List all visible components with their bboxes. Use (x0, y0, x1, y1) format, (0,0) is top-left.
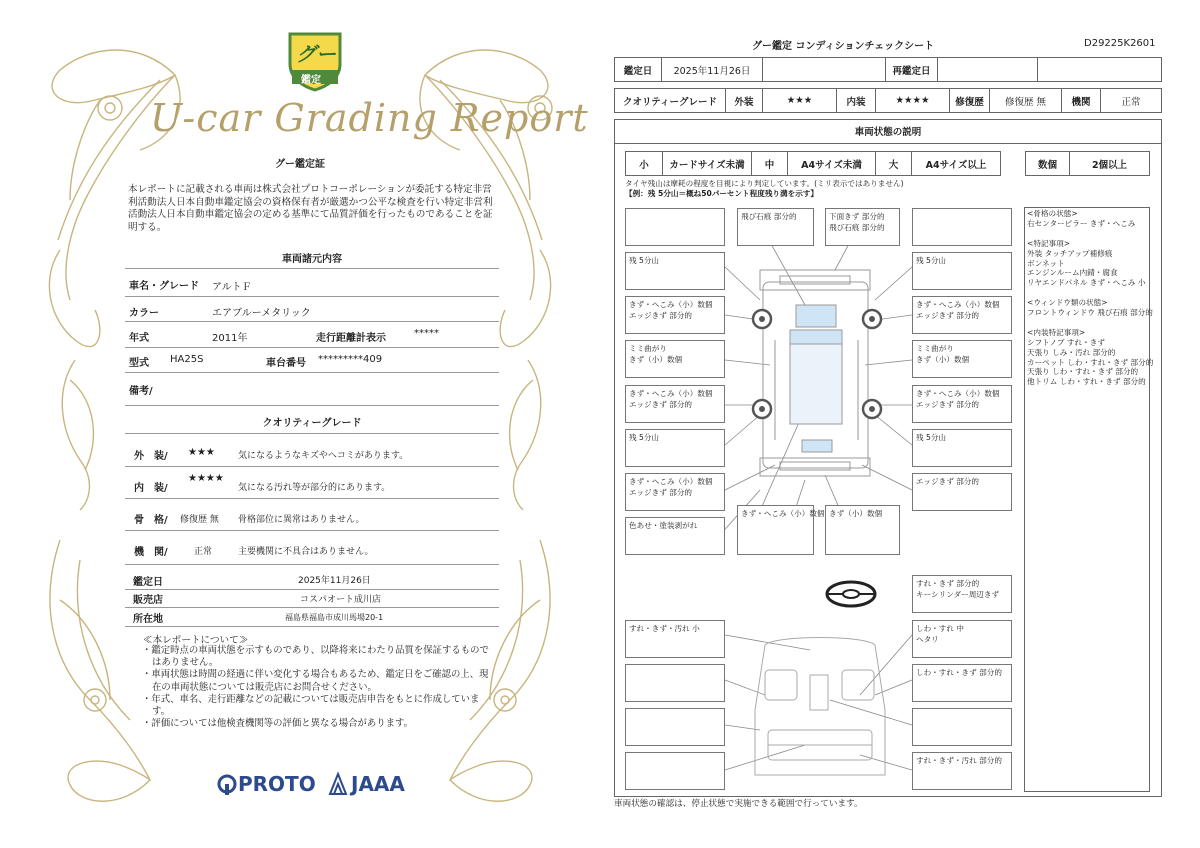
divider (125, 321, 499, 322)
damage-text: エッジきず 部分的 (629, 488, 693, 497)
exterior-box-left-front (625, 296, 725, 334)
reappraisal-label-cell: 再鑑定日 (885, 57, 938, 82)
jaaa-logo-mark (327, 772, 349, 796)
empty-cell (1037, 57, 1162, 82)
interior-label-cell: 内装 (836, 88, 876, 113)
appraisal-date-label: 鑑定日 (133, 577, 163, 588)
quality-engine-label: 機 関/ (134, 547, 168, 558)
side-note-line (1027, 318, 1153, 328)
color-label: カラー (129, 308, 159, 319)
exterior-box-tire-rl: 残 5分山 (625, 429, 725, 467)
exterior-box-front-right (912, 208, 1012, 246)
shop-label: 販売店 (133, 595, 163, 606)
quality-frame-desc: 骨格部位に異常はありません。 (238, 515, 365, 525)
damage-text: 下面きず 部分的 (829, 212, 885, 221)
note-item: ・鑑定時点の車両状態を示すものであり、以降将来にわたり品質を保証するものではありません。 (142, 645, 489, 669)
empty-cell (762, 57, 886, 82)
address-label: 所在地 (133, 614, 163, 625)
exterior-box-left-mid (625, 340, 725, 378)
side-note-line: エンジンルーム内錆・腐食 (1027, 268, 1118, 278)
divider (125, 466, 499, 467)
certificate-body: 本レポートに記載される車両は株式会社プロトコーポレーションが委託する特定非営利活動法人日本自動車鑑定協会の資格保有者が厳選かつ公平な検査を行い特定非営利活動法人日本自動車鑑定協会の定める基準にて品質評価を行ったものであることを証明する。 (128, 184, 493, 233)
side-note-line: <特記事項> (1027, 238, 1071, 248)
exterior-box-right-mid (912, 340, 1012, 378)
remarks-label: 備考/ (129, 386, 153, 397)
count-label: 数個 (1025, 151, 1070, 176)
exterior-box-tire-rr: 残 5分山 (912, 429, 1012, 467)
exterior-box-tire-fl: 残 5分山 (625, 252, 725, 290)
quality-exterior-desc: 気になるようなキズやヘコミがあります。 (238, 451, 409, 461)
side-note-line (1027, 229, 1153, 239)
damage-text: きず（小）数個 (629, 355, 683, 364)
grade-label-cell: クオリティーグレード (614, 88, 726, 113)
interior-box-1-right (912, 620, 1012, 658)
quality-engine-desc: 主要機関に不具合はありません。 (238, 547, 374, 557)
tire-note-example: 【例：残 5分山＝概ね50パーセント程度残り溝を示す】 (625, 189, 818, 198)
side-note-line: リヤエンドパネル きず・へこみ 小 (1027, 278, 1146, 288)
side-note-line: 天張り しわ・すれ・きず 部分的 (1027, 367, 1139, 377)
size-large-label: 大 (875, 151, 912, 176)
size-medium-desc: A4サイズ未満 (787, 151, 876, 176)
damage-text: ミミ曲がり (916, 344, 954, 353)
size-medium-label: 中 (751, 151, 788, 176)
date-label-cell: 鑑定日 (614, 57, 662, 82)
year-label: 年式 (129, 333, 149, 344)
logo-sub-text: 鑑定 (301, 75, 321, 86)
exterior-box-left-rear (625, 385, 725, 423)
exterior-box-front-left (625, 208, 725, 246)
repair-label-cell: 修復歴 (949, 88, 990, 113)
damage-text: しわ・すれ 中 (916, 624, 964, 633)
report-script-title: U-car Grading Report (150, 96, 589, 140)
jaaa-brand-text: JAAA (351, 772, 405, 796)
side-note-line: ボンネット (1027, 258, 1065, 268)
divider (125, 268, 499, 269)
quality-interior-stars: ★★★★ (188, 473, 224, 484)
logo-text: グー (296, 42, 336, 66)
exterior-box-tire-fr: 残 5分山 (912, 252, 1012, 290)
specs-title: 車両諸元内容 (282, 254, 342, 265)
proto-brand-text: PROTO (238, 772, 316, 796)
damage-text: 飛び石痕 部分的 (829, 223, 885, 232)
note-item: ・年式、車名、走行距離などの記載については販売店申告をもとに作成しています。 (142, 693, 480, 718)
odometer-value: ***** (414, 328, 439, 339)
damage-text: エッジきず 部分的 (629, 400, 693, 409)
damage-text: 飛び石痕 部分的 (741, 212, 797, 221)
size-small-label: 小 (625, 151, 663, 176)
interior-box-3-left (625, 708, 725, 746)
exterior-box-hood (737, 208, 814, 246)
interior-box-steering (912, 575, 1012, 613)
reappraisal-value-cell (937, 57, 1038, 82)
interior-box-4-right: すれ・きず・汚れ 部分的 (912, 752, 1012, 790)
car-name-label: 車名・グレード (129, 281, 199, 292)
notes-title: ≪本レポートについて≫ (143, 635, 249, 646)
car-name-value: アルトＦ (212, 282, 252, 293)
divider (125, 530, 499, 531)
side-note-line: シフトノブ すれ・きず (1027, 337, 1105, 347)
damage-text: きず・へこみ（小）数個 (629, 389, 713, 398)
quality-engine-value: 正常 (194, 547, 213, 557)
year-value: 2011年 (212, 333, 248, 344)
exterior-box-right-back: エッジきず 部分的 (912, 473, 1012, 511)
divider (125, 405, 499, 406)
damage-text: エッジきず 部分的 (916, 400, 980, 409)
exterior-box-right-front (912, 296, 1012, 334)
side-note-line: カーペット しわ・すれ・きず 部分的 (1027, 357, 1154, 367)
footer-note: 車両状態の確認は、停止状態で実施できる範囲で行っています。 (614, 799, 863, 809)
damage-text: きず・へこみ（小）数個 (629, 300, 713, 309)
size-large-desc: A4サイズ以上 (911, 151, 1001, 176)
side-note-line: 外装 タッチアップ補修痕 (1027, 248, 1113, 258)
side-note-line: 右センターピラー きず・へこみ (1027, 218, 1136, 228)
exterior-label-cell: 外装 (725, 88, 763, 113)
damage-text: きず・へこみ（小）数個 (916, 389, 1000, 398)
damage-text: エッジきず 部分的 (629, 311, 693, 320)
quality-exterior-label: 外 装/ (134, 451, 168, 462)
divider (125, 347, 499, 348)
side-notes (1027, 209, 1153, 387)
exterior-value-cell: ★★★ (762, 88, 837, 113)
damage-text: きず・へこみ（小）数個 (916, 300, 1000, 309)
divider (125, 498, 499, 499)
note-item: ・評価については他検査機関等の評価と異なる場合があります。 (142, 718, 413, 730)
side-note-line: 天張り しみ・汚れ 部分的 (1027, 347, 1116, 357)
quality-frame-label: 骨 格/ (134, 515, 168, 526)
shop-value: コスパオート成川店 (300, 595, 382, 605)
interior-box-4-left (625, 752, 725, 790)
interior-box-3-right (912, 708, 1012, 746)
divider (125, 564, 499, 565)
color-value: エアブルーメタリック (212, 308, 311, 319)
exterior-box-right-rear (912, 385, 1012, 423)
notes-list (142, 645, 492, 730)
divider (125, 626, 499, 627)
size-small-desc: カードサイズ未満 (662, 151, 752, 176)
exterior-box-rear-bumper: きず（小）数個 (825, 505, 900, 555)
odometer-label: 走行距離計表示 (316, 333, 386, 344)
damage-text: ミミ曲がり (629, 344, 667, 353)
exterior-box-rear-panel: きず・へこみ（小）数個 (737, 505, 814, 555)
side-note-line: <内装特記事項> (1027, 327, 1086, 337)
exterior-box-front-underside (825, 208, 900, 246)
quality-exterior-stars: ★★★ (188, 447, 215, 458)
side-note-line: <骨格の状態> (1027, 209, 1078, 218)
interior-value-cell: ★★★★ (875, 88, 950, 113)
quality-title: クオリティーグレード (262, 418, 362, 429)
exterior-box-left-back (625, 473, 725, 511)
exterior-box-roof: 色あせ・塗装剥がれ (625, 517, 725, 555)
chassis-label: 車台番号 (266, 358, 306, 369)
side-note-line: <ウィンドウ類の状態> (1027, 298, 1108, 308)
proto-logo-mark (217, 774, 239, 796)
interior-box-2-left (625, 664, 725, 702)
quality-interior-label: 内 装/ (134, 483, 168, 494)
note-item: ・車両状態は時間の経過に伴い変化する場合もあるため、鑑定日をご確認の上、現在の車両状態については販売店にお問合せください。 (142, 669, 489, 693)
count-value: 2個以上 (1069, 151, 1150, 176)
certificate-title: グー鑑定証 (275, 159, 325, 170)
date-value-cell: 2025年11月26日 (661, 57, 763, 82)
quality-interior-desc: 気になる汚れ等が部分的にあります。 (238, 483, 391, 493)
engine-value-cell: 正常 (1100, 88, 1162, 113)
quality-frame-value: 修復歴 無 (180, 515, 219, 525)
side-note-line (1027, 288, 1153, 298)
model-value: HA25S (170, 354, 204, 365)
damage-text: キーシリンダー周辺きず (916, 590, 1000, 599)
divider (125, 372, 499, 373)
divider (125, 296, 499, 297)
side-note-line: 他トリム しわ・すれ・きず 部分的 (1027, 377, 1146, 387)
document-id: D29225K2601 (1084, 38, 1156, 49)
damage-text: ヘタリ (916, 635, 939, 644)
engine-label-cell: 機関 (1061, 88, 1101, 113)
damage-text: きず（小）数個 (916, 355, 970, 364)
interior-box-1-left: すれ・きず・汚れ 小 (625, 620, 725, 658)
divider (125, 607, 499, 608)
address-value: 福島県福島市成川馬場20-1 (285, 613, 384, 622)
chassis-value: *********409 (318, 354, 383, 365)
appraisal-date-value: 2025年11月26日 (298, 576, 371, 586)
model-label: 型式 (129, 358, 149, 369)
divider (125, 433, 499, 434)
sheet-title: グー鑑定 コンディションチェックシート (752, 41, 935, 52)
side-note-line: フロントウィンドウ 飛び石痕 部分的 (1027, 308, 1153, 318)
interior-box-2-right: しわ・すれ・きず 部分的 (912, 664, 1012, 702)
condition-title: 車両状態の説明 (614, 119, 1162, 144)
divider (125, 589, 499, 590)
damage-text: きず・へこみ（小）数個 (629, 477, 713, 486)
damage-text: すれ・きず 部分的 (916, 579, 980, 588)
repair-value-cell: 修復歴 無 (989, 88, 1062, 113)
tire-note-line: タイヤ残山は摩耗の程度を目視により判定しています。(ミリ表示ではありません) (625, 179, 904, 188)
steering-wheel-icon (827, 582, 875, 606)
damage-text: エッジきず 部分的 (916, 311, 980, 320)
